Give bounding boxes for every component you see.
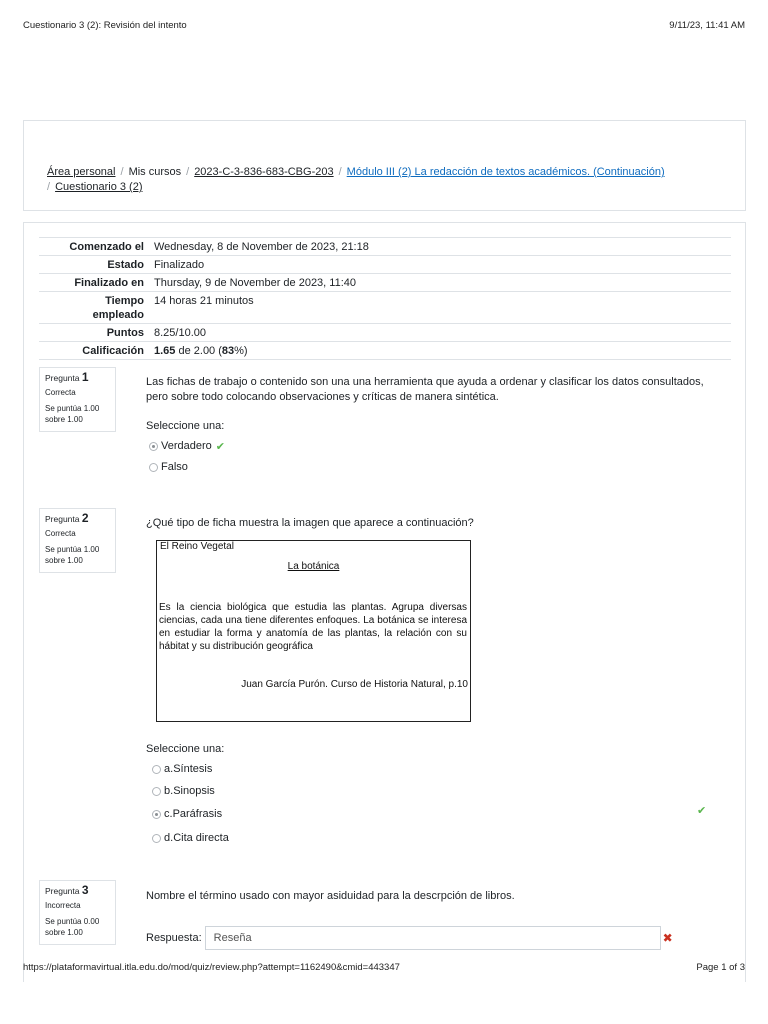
attempt-summary-table xyxy=(39,237,731,360)
summary-row xyxy=(39,324,731,342)
option-label: Paráfrasis xyxy=(172,808,223,820)
print-title: Cuestionario 3 (2): Revisión del intento xyxy=(23,20,187,31)
summary-label: Estado xyxy=(39,256,149,274)
summary-value: Thursday, 9 de November de 2023, 11:40 xyxy=(149,274,731,292)
option-letter: a. xyxy=(164,763,174,775)
option-label: Cita directa xyxy=(173,832,229,844)
question-2-prompt: Seleccione una: xyxy=(146,743,225,755)
summary-label: Comenzado el xyxy=(39,238,149,256)
question-number: Pregunta 3 xyxy=(45,883,89,897)
summary-value xyxy=(149,342,731,360)
radio-selected-icon[interactable] xyxy=(152,810,161,819)
question-3-text: Nombre el término usado con mayor asiduidad para la descrpción de libros. xyxy=(146,890,515,902)
summary-label: Finalizado en xyxy=(39,274,149,292)
option-label: Verdadero xyxy=(161,440,212,452)
radio-icon[interactable] xyxy=(152,834,161,843)
summary-value: Wednesday, 8 de November de 2023, 21:18 xyxy=(149,238,731,256)
summary-row xyxy=(39,238,731,256)
summary-row xyxy=(39,274,731,292)
grade-total: de 2.00 ( xyxy=(175,345,222,357)
print-footer xyxy=(23,962,745,973)
option-letter: d. xyxy=(164,832,174,844)
summary-row xyxy=(39,342,731,360)
breadcrumb-module[interactable]: Módulo III (2) La redacción de textos académicos. (Continuación) xyxy=(346,166,665,178)
answer-row xyxy=(146,926,673,950)
summary-row xyxy=(39,292,731,324)
breadcrumb-area-personal[interactable]: Área personal xyxy=(47,166,116,178)
question-3-info xyxy=(39,880,116,945)
breadcrumb-mis-cursos: Mis cursos xyxy=(128,166,182,178)
radio-icon[interactable] xyxy=(152,765,161,774)
grade-suffix: %) xyxy=(234,345,248,357)
summary-label: Tiempo empleado xyxy=(39,292,149,324)
question-state: Incorrecta xyxy=(45,901,81,910)
question-grade: Se puntúa 1.00 sobre 1.00 xyxy=(45,545,100,565)
question-number: Pregunta 1 xyxy=(45,370,89,384)
summary-label: Puntos xyxy=(39,324,149,342)
question-1-info xyxy=(39,367,116,432)
breadcrumb xyxy=(47,165,725,195)
print-url: https://plataformavirtual.itla.edu.do/mod/quiz/review.php?attempt=1162490&cmid=443347 xyxy=(23,962,400,973)
ficha-image xyxy=(156,540,471,722)
radio-selected-icon[interactable] xyxy=(149,442,158,451)
grade-score: 1.65 xyxy=(154,345,176,357)
option-c[interactable] xyxy=(152,806,222,822)
ficha-reference: Juan García Purón. Curso de Historia Natural, p.10 xyxy=(241,679,468,690)
breadcrumb-separator: / xyxy=(338,166,342,178)
breadcrumb-separator: / xyxy=(186,166,190,178)
question-grade: Se puntúa 1.00 sobre 1.00 xyxy=(45,404,100,424)
summary-row xyxy=(39,256,731,274)
option-label: Sinopsis xyxy=(173,785,215,797)
option-b[interactable] xyxy=(152,783,215,799)
grade-percent: 83 xyxy=(221,345,235,357)
option-verdadero[interactable] xyxy=(149,438,225,454)
breadcrumb-card xyxy=(23,120,746,211)
breadcrumb-separator: / xyxy=(47,181,51,193)
check-icon: ✔ xyxy=(215,440,225,453)
option-d[interactable] xyxy=(152,830,229,846)
question-grade: Se puntúa 0.00 sobre 1.00 xyxy=(45,917,100,937)
summary-label: Calificación xyxy=(39,342,149,360)
print-page: Page 1 of 3 xyxy=(696,962,745,973)
summary-value: 8.25/10.00 xyxy=(149,324,731,342)
cross-icon: ✖ xyxy=(662,931,673,945)
breadcrumb-course[interactable]: 2023-C-3-836-683-CBG-203 xyxy=(194,166,334,178)
question-1-text: Las fichas de trabajo o contenido son una una herramienta que ayuda a ordenar y clasificar los datos consultados, pero sobre todo colocando observaciones y críticas de manera sintética. xyxy=(146,376,704,403)
question-state: Correcta xyxy=(45,388,76,397)
summary-value: 14 horas 21 minutos xyxy=(149,292,731,324)
question-2-info xyxy=(39,508,116,573)
breadcrumb-quiz[interactable]: Cuestionario 3 (2) xyxy=(55,181,143,193)
option-label: Síntesis xyxy=(173,763,213,775)
question-2-text: ¿Qué tipo de ficha muestra la imagen que aparece a continuación? xyxy=(146,517,474,529)
radio-icon[interactable] xyxy=(149,463,158,472)
print-datetime: 9/11/23, 11:41 AM xyxy=(669,20,745,31)
answer-label: Respuesta: xyxy=(146,932,202,944)
option-a[interactable] xyxy=(152,761,212,777)
option-letter: c. xyxy=(164,808,173,820)
option-label: Falso xyxy=(161,461,188,473)
print-header xyxy=(23,20,745,31)
summary-value: Finalizado xyxy=(149,256,731,274)
question-state: Correcta xyxy=(45,529,76,538)
option-letter: b. xyxy=(164,785,174,797)
quiz-review-region xyxy=(23,222,746,982)
question-number: Pregunta 2 xyxy=(45,511,89,525)
ficha-title: La botánica xyxy=(287,561,340,572)
question-1-prompt: Seleccione una: xyxy=(146,420,225,432)
ficha-body: Es la ciencia biológica que estudia las plantas. Agrupa diversas ciencias, cada una tiene diferentes enfoques. La botánica se interesa en estudiar la forma y anatomía de las plantas, la relación con su hábitat y su distribución geográfica xyxy=(159,602,467,652)
option-falso[interactable] xyxy=(149,459,188,475)
radio-icon[interactable] xyxy=(152,787,161,796)
check-icon: ✔ xyxy=(697,805,707,817)
answer-input[interactable]: Reseña xyxy=(205,926,661,950)
ficha-heading: El Reino Vegetal xyxy=(160,541,234,552)
breadcrumb-separator: / xyxy=(120,166,124,178)
